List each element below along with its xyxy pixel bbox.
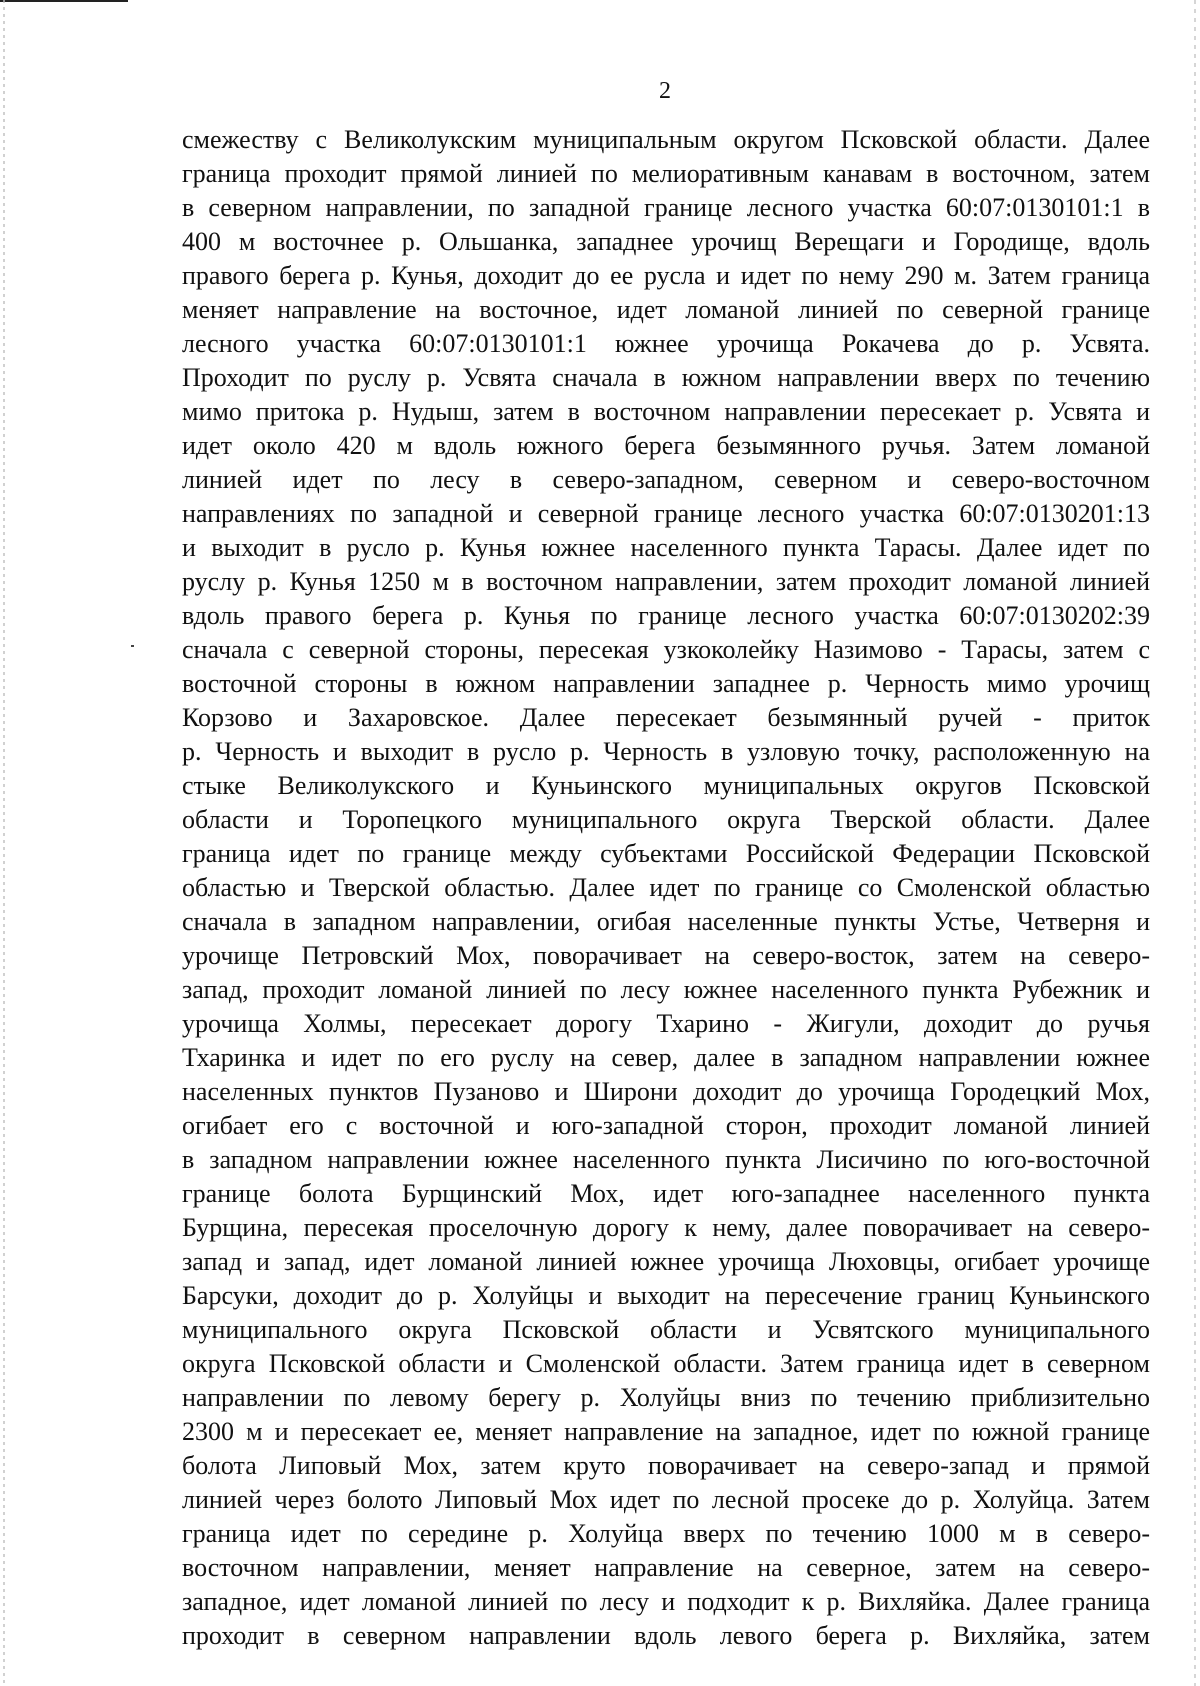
text-line: Тхаринка и идет по его руслу на север, далее в западном направлении южнее bbox=[182, 1043, 1150, 1072]
text-line: восточном направлении, меняет направление на северное, затем на северо- bbox=[182, 1553, 1150, 1582]
text-line: направлении по левому берегу р. Холуйцы вниз по течению приблизительно bbox=[182, 1383, 1150, 1412]
text-line: меняет направление на восточное, идет ломаной линией по северной границе bbox=[182, 295, 1150, 324]
text-line: мимо притока р. Нудыш, затем в восточном направлении пересекает р. Усвята и bbox=[182, 397, 1150, 426]
text-line: и выходит в русло р. Кунья южнее населенного пункта Тарасы. Далее идет по bbox=[182, 533, 1150, 562]
text-line: сначала с северной стороны, пересекая узкоколейку Назимово - Тарасы, затем с bbox=[182, 635, 1150, 664]
scan-edge-left bbox=[3, 0, 5, 1686]
text-line: муниципального округа Псковской области и Усвятского муниципального bbox=[182, 1315, 1150, 1344]
text-line: запад и запад, идет ломаной линией южнее урочища Люховцы, огибает урочище bbox=[182, 1247, 1150, 1276]
text-line: урочище Петровский Мох, поворачивает на северо-восток, затем на северо- bbox=[182, 941, 1150, 970]
text-line: областью и Тверской областью. Далее идет по границе со Смоленской областью bbox=[182, 873, 1150, 902]
text-line: восточной стороны в южном направлении западнее р. Черность мимо урочищ bbox=[182, 669, 1150, 698]
text-line: правого берега р. Кунья, доходит до ее русла и идет по нему 290 м. Затем граница bbox=[182, 261, 1150, 290]
text-line: руслу р. Кунья 1250 м в восточном направлении, затем проходит ломаной линией bbox=[182, 567, 1150, 596]
text-line: граница проходит прямой линией по мелиоративным канавам в восточном, затем bbox=[182, 159, 1150, 188]
text-line: 400 м восточнее р. Ольшанка, западнее урочищ Верещаги и Городище, вдоль bbox=[182, 227, 1150, 256]
text-line: линией через болото Липовый Мох идет по лесной просеке до р. Холуйца. Затем bbox=[182, 1485, 1150, 1514]
margin-mark bbox=[131, 645, 134, 647]
text-line: болота Липовый Мох, затем круто поворачивает на северо-запад и прямой bbox=[182, 1451, 1150, 1480]
scan-edge-right bbox=[1194, 0, 1196, 1686]
text-line: огибает его с восточной и юго-западной сторон, проходит ломаной линией bbox=[182, 1111, 1150, 1140]
text-line: вдоль правого берега р. Кунья по границе лесного участка 60:07:0130202:39 bbox=[182, 601, 1150, 630]
text-line: Бурщина, пересекая проселочную дорогу к нему, далее поворачивает на северо- bbox=[182, 1213, 1150, 1242]
text-line: направлениях по западной и северной границе лесного участка 60:07:0130201:13 bbox=[182, 499, 1150, 528]
text-line: Проходит по руслу р. Усвята сначала в южном направлении вверх по течению bbox=[182, 363, 1150, 392]
text-line: 2300 м и пересекает ее, меняет направление на западное, идет по южной границе bbox=[182, 1417, 1150, 1446]
text-line: границе болота Бурщинский Мох, идет юго-западнее населенного пункта bbox=[182, 1179, 1150, 1208]
text-line: сначала в западном направлении, огибая населенные пункты Устье, Четверня и bbox=[182, 907, 1150, 936]
text-line: запад, проходит ломаной линией по лесу южнее населенного пункта Рубежник и bbox=[182, 975, 1150, 1004]
text-line: западное, идет ломаной линией по лесу и подходит к р. Вихляйка. Далее граница bbox=[182, 1587, 1150, 1616]
text-line: граница идет по границе между субъектами Российской Федерации Псковской bbox=[182, 839, 1150, 868]
text-line: урочища Холмы, пересекает дорогу Тхарино - Жигули, доходит до ручья bbox=[182, 1009, 1150, 1038]
text-line: смежеству с Великолукским муниципальным округом Псковской области. Далее bbox=[182, 125, 1150, 154]
text-line: граница идет по середине р. Холуйца вверх по течению 1000 м в северо- bbox=[182, 1519, 1150, 1548]
text-line: в северном направлении, по западной границе лесного участка 60:07:0130101:1 в bbox=[182, 193, 1150, 222]
text-line: проходит в северном направлении вдоль левого берега р. Вихляйка, затем bbox=[182, 1621, 1150, 1650]
body-text bbox=[182, 123, 1150, 1653]
text-line: в западном направлении южнее населенного пункта Лисичино по юго-восточной bbox=[182, 1145, 1150, 1174]
scan-edge-top bbox=[0, 0, 128, 2]
text-line: Корзово и Захаровское. Далее пересекает безымянный ручей - приток bbox=[182, 703, 1150, 732]
text-line: лесного участка 60:07:0130101:1 южнее урочища Рокачева до р. Усвята. bbox=[182, 329, 1150, 358]
text-line: идет около 420 м вдоль южного берега безымянного ручья. Затем ломаной bbox=[182, 431, 1150, 460]
text-line: населенных пунктов Пузаново и Широни доходит до урочища Городецкий Мох, bbox=[182, 1077, 1150, 1106]
text-line: Барсуки, доходит до р. Холуйцы и выходит на пересечение границ Куньинского bbox=[182, 1281, 1150, 1310]
text-line: р. Черность и выходит в русло р. Черность в узловую точку, расположенную на bbox=[182, 737, 1150, 766]
text-line: стыке Великолукского и Куньинского муниципальных округов Псковской bbox=[182, 771, 1150, 800]
text-line: округа Псковской области и Смоленской области. Затем граница идет в северном bbox=[182, 1349, 1150, 1378]
text-line: области и Торопецкого муниципального округа Тверской области. Далее bbox=[182, 805, 1150, 834]
page-number: 2 bbox=[659, 78, 671, 104]
text-line: линией идет по лесу в северо-западном, северном и северо-восточном bbox=[182, 465, 1150, 494]
